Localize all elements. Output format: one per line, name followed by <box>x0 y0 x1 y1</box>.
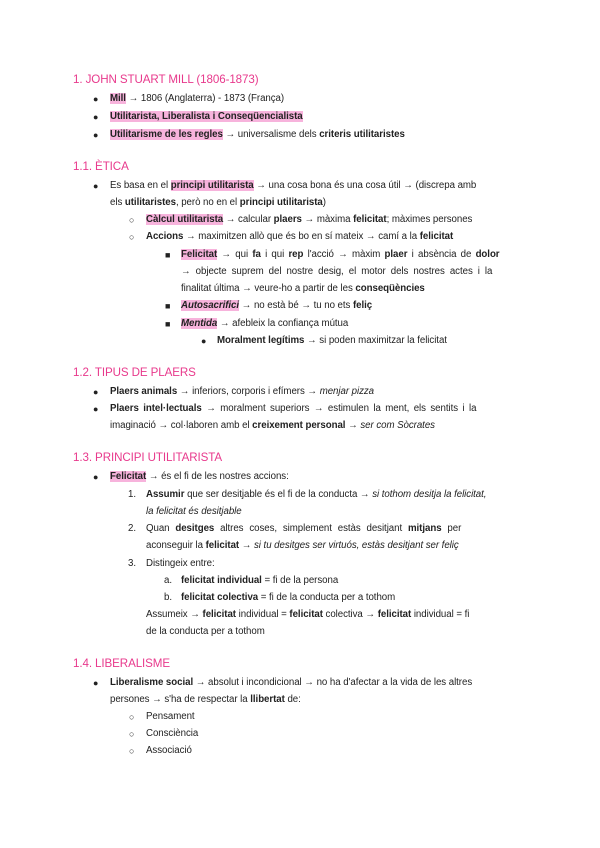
list-item: Assumir que ser desitjable és el fi de la conducta → si tothom desitja la felicitat, <box>146 489 487 500</box>
list-item: Es basa en el principi utilitarista → una cosa bona és una cosa útil → (discrepa amb <box>110 180 477 191</box>
bullet-circle-icon: ○ <box>129 712 135 722</box>
list-item-continuation: aconseguir la felicitat → si tu desitges ser virtuós, estàs desitjant ser feliç <box>146 540 459 551</box>
list-item: Distingeix entre: <box>146 558 215 569</box>
section-heading-liberalisme: 1.4. LIBERALISME <box>73 657 170 670</box>
list-letter: b. <box>164 592 172 603</box>
bullet-square-icon: ■ <box>165 301 171 311</box>
paragraph: Assumeix → felicitat individual = felicitat colectiva → felicitat individual = fi <box>146 609 470 620</box>
list-number: 3. <box>128 558 136 569</box>
bullet-disc-icon: ● <box>93 678 99 688</box>
section-heading-principi-utilitarista: 1.3. PRINCIPI UTILITARISTA <box>73 451 223 464</box>
bullet-disc-icon: ● <box>93 130 99 140</box>
bullet-disc-icon: ● <box>93 387 99 397</box>
list-item: Liberalisme social → absolut i incondicional → no ha d'afectar a la vida de les altres <box>110 677 473 688</box>
bullet-disc-icon: ● <box>93 112 99 122</box>
bullet-disc-icon: ● <box>93 404 99 414</box>
bullet-square-icon: ■ <box>165 250 171 260</box>
bullet-square-icon: ■ <box>165 319 171 329</box>
list-item: Associació <box>146 745 192 756</box>
bullet-circle-icon: ○ <box>129 746 135 756</box>
list-item: Utilitarisme de les regles → universalisme dels criteris utilitaristes <box>110 129 405 140</box>
list-item: Autosacrifici → no està bé → tu no ets feliç <box>181 300 373 311</box>
section-heading-etica: 1.1. ÈTICA <box>73 160 129 173</box>
list-item: Càlcul utilitarista → calcular plaers → màxima felicitat; màximes persones <box>146 214 473 225</box>
list-letter: a. <box>164 575 172 586</box>
list-item: Felicitat → qui fa i qui rep l'acció → màxim plaer i absència de dolor <box>181 249 500 260</box>
section-heading-tipus-de-plaers: 1.2. TIPUS DE PLAERS <box>73 366 196 379</box>
bullet-disc-icon: ● <box>93 472 99 482</box>
bullet-disc-icon: ● <box>93 94 99 104</box>
list-item: Plaers intel·lectuals → moralment superiors → estimulen la ment, els sentits i la <box>110 403 477 414</box>
list-item: Accions → maximitzen allò que és bo en sí mateix → camí a la felicitat <box>146 231 454 242</box>
list-item: Plaers animals → inferiors, corporis i efímers → menjar pizza <box>110 386 375 397</box>
section-heading-mill: 1. JOHN STUART MILL (1806-1873) <box>73 73 259 86</box>
bullet-disc-icon: ● <box>201 336 207 346</box>
list-item-continuation: imaginació → col·laboren amb el creixement personal → ser com Sòcrates <box>110 420 435 431</box>
list-item: Mentida → afebleix la confiança mútua <box>181 318 349 329</box>
list-item-continuation: la felicitat és desitjable <box>146 506 242 517</box>
bullet-circle-icon: ○ <box>129 232 135 242</box>
list-item: felicitat individual = fi de la persona <box>181 575 339 586</box>
list-item-continuation: finalitat última → veure-ho a partir de les conseqüències <box>181 283 425 294</box>
paragraph-continuation: de la conducta per a tothom <box>146 626 265 637</box>
list-number: 2. <box>128 523 136 534</box>
list-item: Moralment legítims → si poden maximitzar la felicitat <box>217 335 447 346</box>
list-item-continuation: persones → s'ha de respectar la llibertat de: <box>110 694 301 705</box>
list-number: 1. <box>128 489 136 500</box>
list-item: Quan desitges altres coses, simplement estàs desitjant mitjans per <box>146 523 462 534</box>
list-item: Mill → 1806 (Anglaterra) - 1873 (França) <box>110 93 285 104</box>
list-item-continuation: els utilitaristes, però no en el principi utilitarista) <box>110 197 326 208</box>
list-item-continuation: → objecte suprem del nostre desig, el motor dels nostres actes i la <box>181 266 493 277</box>
list-item: felicitat colectiva = fi de la conducta per a tothom <box>181 592 396 603</box>
bullet-circle-icon: ○ <box>129 729 135 739</box>
bullet-disc-icon: ● <box>93 181 99 191</box>
list-item: Utilitarista, Liberalista i Conseqüencialista <box>110 111 303 122</box>
list-item: Pensament <box>146 711 195 722</box>
bullet-circle-icon: ○ <box>129 215 135 225</box>
list-item: Felicitat → és el fi de les nostres accions: <box>110 471 289 482</box>
list-item: Consciència <box>146 728 199 739</box>
